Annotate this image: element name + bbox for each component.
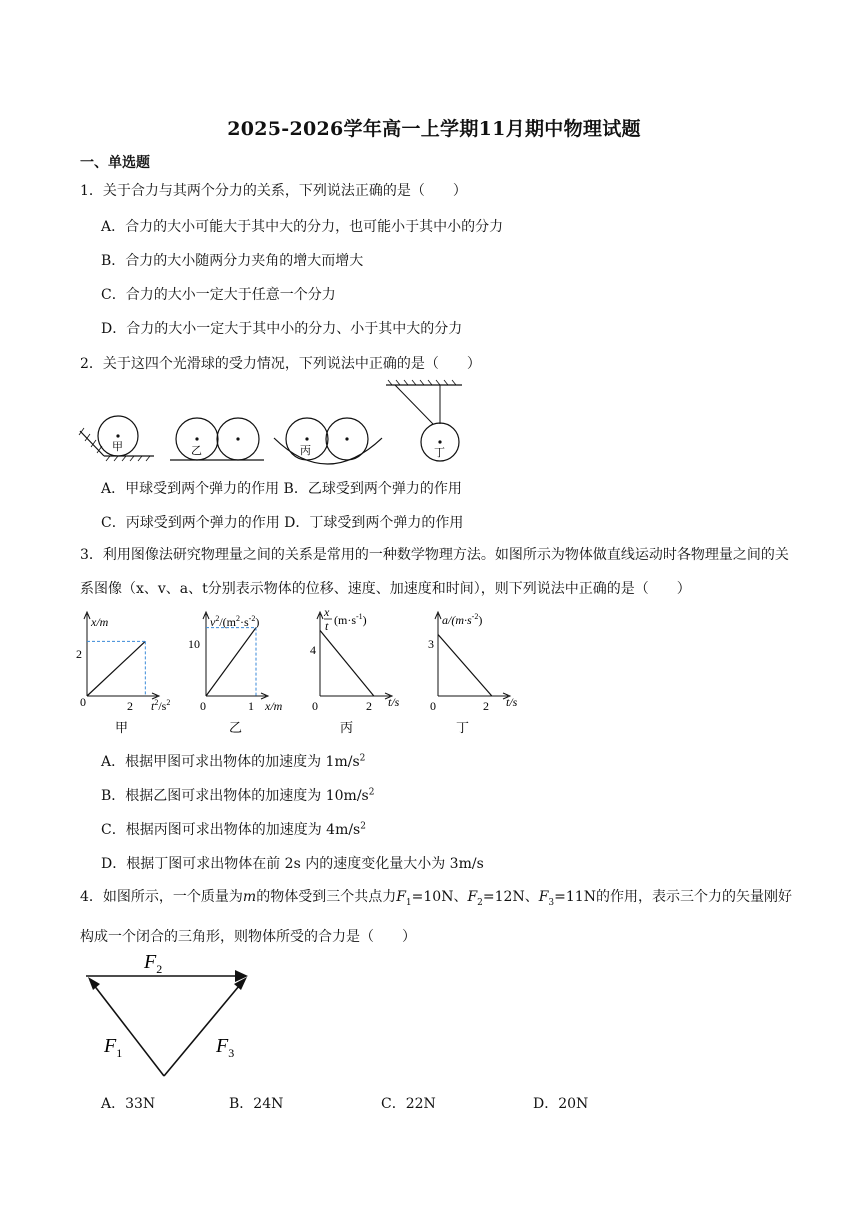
label-yi: 乙 [191,445,202,457]
ball-jia [79,416,154,461]
chart-ding-origin: 0 [430,699,436,713]
q2-figure-balls [76,376,476,468]
q3-option-c: C．根据丙图可求出物体的加速度为 $4m/s^2$ [101,821,366,838]
chart-yi-ylabel: $v^2/(m^2\cdot s^{-2})$ [210,614,260,629]
q2-options-cd: C．丙球受到两个弹力的作用 D．丁球受到两个弹力的作用 [101,515,464,531]
ball-ding [386,380,462,461]
q2-options-ab: A．甲球受到两个弹力的作用 B．乙球受到两个弹力的作用 [101,481,462,497]
chart-yi-ytick: 10 [188,637,200,651]
q3-stem: 3．利用图像法研究物理量之间的关系是常用的一种数学物理方法。如图所示为物体做直线运动时各物理量之间的关系图像（x、v、a、t分别表示物体的位移、速度、加速度和时间），则下列说法中正确的是（ ） [80,547,789,597]
q3-option-d: D．根据丁图可求出物体在前 2s 内的速度变化量大小为 3m/s [101,856,484,872]
q3-option-a: A．根据甲图可求出物体的加速度为 $1m/s^2$ [101,753,366,770]
q1-stem: 1．关于合力与其两个分力的关系，下列说法正确的是（ ） [80,183,467,199]
q2-stem: 2．关于这四个光滑球的受力情况，下列说法中正确的是（ ） [80,356,481,372]
chart-bing-ytick: 4 [310,643,316,657]
chart-yi-xlabel: x/m [265,699,283,713]
q4-force-triangle [80,948,270,1084]
chart-ding-line [438,635,492,697]
chart-ding-ytick: 3 [428,637,434,651]
chart-bing-name: 丙 [340,720,354,735]
section-heading: 一、单选题 [80,155,150,171]
chart-bing-line [320,630,374,696]
chart-yi-xtick: 1 [248,699,254,713]
chart-yi-line [206,628,256,696]
chart-bing-xlabel: t/s [388,695,400,709]
q1-option-d: D．合力的大小一定大于其中小的分力、小于其中大的分力 [101,321,463,337]
chart-jia-name: 甲 [115,720,129,735]
q4-option-d: D．20N [533,1096,589,1112]
q3-charts [72,606,532,740]
chart-yi [188,612,283,735]
chart-ding-xlabel: t/s [506,695,518,709]
q4-stem: 4．如图所示，一个质量为m的物体受到三个共点力$F_1=10N$、$F_2=12N$、$F_3=11N$的作用，表示三个力的矢量刚好构成一个闭合的三角形，则物体所受的合力是（ ） [80,889,792,945]
q4-option-b: B．24N [229,1096,284,1112]
q1-option-a: A．合力的大小可能大于其中大的分力，也可能小于其中小的分力 [101,219,504,235]
chart-yi-name: 乙 [229,720,243,735]
chart-bing-ylabel-unit: $(m\cdot s^{-1})$ [334,612,367,627]
chart-jia-ylabel: x/m [91,615,109,629]
chart-ding-ylabel: $a/(m\cdot s^{-2})$ [442,612,483,627]
chart-bing-origin: 0 [312,699,318,713]
chart-jia [76,612,170,735]
label-f2: $F_2$ [144,951,163,976]
chart-jia-xlabel: $t^2/s^2$ [151,698,171,713]
chart-jia-ytick: 2 [76,647,82,661]
chart-bing-ylabel-num: x [324,606,330,619]
chart-bing [310,606,400,735]
label-f3: $F_3$ [216,1035,235,1060]
chart-ding [428,612,518,735]
q4-option-c: C．22N [381,1096,436,1112]
label-f1: $F_1$ [104,1035,123,1060]
label-bing: 丙 [300,445,311,457]
chart-bing-ylabel-den: t [325,619,329,633]
chart-jia-origin: 0 [80,695,86,709]
q3-option-b: B．根据乙图可求出物体的加速度为 $10m/s^2$ [101,787,375,804]
chart-jia-xtick: 2 [127,699,133,713]
label-jia: 甲 [112,441,123,453]
ball-yi [170,418,264,460]
chart-ding-name: 丁 [456,720,470,735]
label-ding: 丁 [434,447,445,459]
q4-option-a: A．33N [101,1096,156,1112]
q1-option-b: B．合力的大小随两分力夹角的增大而增大 [101,253,364,269]
q1-option-c: C．合力的大小一定大于任意一个分力 [101,287,336,303]
chart-bing-xtick: 2 [366,699,372,713]
chart-ding-xtick: 2 [483,699,489,713]
ball-bing [274,418,382,464]
chart-jia-line [87,641,145,696]
page-title: 2025-2026学年高一上学期11月期中物理试题 [227,118,641,140]
chart-yi-origin: 0 [200,699,206,713]
